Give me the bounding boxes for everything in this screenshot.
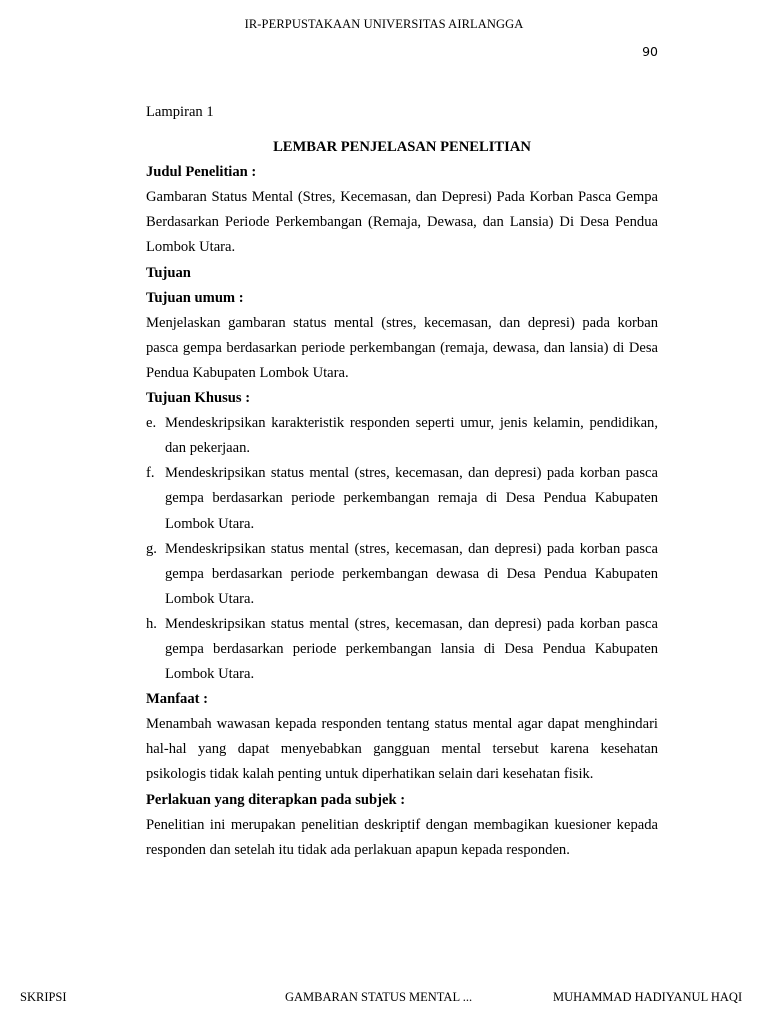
tujuan-khusus-heading: Tujuan Khusus : — [146, 390, 251, 407]
appendix-label: Lampiran 1 — [146, 104, 214, 120]
list-item — [146, 461, 658, 536]
list-item-text: Mendeskripsikan status mental (stres, kecemasan, dan depresi) pada korban pasca gempa berdasarkan periode perkembangan remaja di Desa Pendua Kabupaten Lombok Utara. — [165, 465, 658, 532]
document-title: LEMBAR PENJELASAN PENELITIAN — [273, 139, 531, 156]
list-item-text: Mendeskripsikan status mental (stres, kecemasan, dan depresi) pada korban pasca gempa berdasarkan periode perkembangan lansia di Desa Pendua Kabupaten Lombok Utara. — [165, 615, 658, 683]
page-number: 90 — [642, 44, 658, 59]
tujuan-heading: Tujuan — [146, 264, 191, 281]
list-marker: f. — [146, 465, 155, 482]
list-item — [146, 537, 658, 612]
list-item-text: Mendeskripsikan status mental (stres, kecemasan, dan depresi) pada korban pasca gempa berdasarkan periode perkembangan dewasa di Desa Pendua Kabupaten Lombok Utara. — [165, 540, 658, 607]
list-item — [146, 612, 658, 687]
manfaat-heading: Manfaat : — [146, 691, 209, 708]
tujuan-umum-heading: Tujuan umum : — [146, 289, 244, 306]
perlakuan-text: Penelitian ini merupakan penelitian deskriptif dengan membagikan kuesioner kepada responden dan setelah itu tidak ada perlakuan apapun kepada responden. — [146, 816, 658, 858]
list-marker: g. — [146, 540, 157, 557]
manfaat-text: Menambah wawasan kepada responden tentang status mental agar dapat menghindari hal-hal yang dapat menyebabkan gangguan mental tersebut karena kesehatan psikologis tidak kalah penting untuk diperhatikan selain dari kesehatan fisik. — [146, 716, 658, 783]
list-item-text: Mendeskripsikan karakteristik responden seperti umur, jenis kelamin, pendidikan, dan pekerjaan. — [165, 415, 658, 457]
list-marker: h. — [146, 615, 157, 632]
document-body — [146, 100, 658, 863]
footer-right: MUHAMMAD HADIYANUL HAQI — [553, 990, 743, 1004]
perlakuan-heading: Perlakuan yang diterapkan pada subjek : — [146, 791, 406, 808]
footer-center: GAMBARAN STATUS MENTAL ... — [285, 990, 473, 1004]
list-marker: e. — [146, 415, 157, 432]
list-item — [146, 411, 658, 461]
tujuan-khusus-list — [146, 411, 658, 687]
judul-heading: Judul Penelitian : — [146, 164, 257, 181]
footer-left: SKRIPSI — [20, 990, 67, 1004]
running-header: IR-PERPUSTAKAAN UNIVERSITAS AIRLANGGA — [244, 17, 524, 31]
judul-text: Gambaran Status Mental (Stres, Kecemasan, dan Depresi) Pada Korban Pasca Gempa Berdasarkan Periode Perkembangan (Remaja, Dewasa, dan Lansia) Di Desa Pendua Lombok Utara. — [146, 189, 658, 256]
tujuan-umum-text: Menjelaskan gambaran status mental (stres, kecemasan, dan depresi) pada korban pasca gempa berdasarkan periode perkembangan (remaja, dewasa, dan lansia) di Desa Pendua Kabupaten Lombok Utara. — [146, 314, 658, 381]
